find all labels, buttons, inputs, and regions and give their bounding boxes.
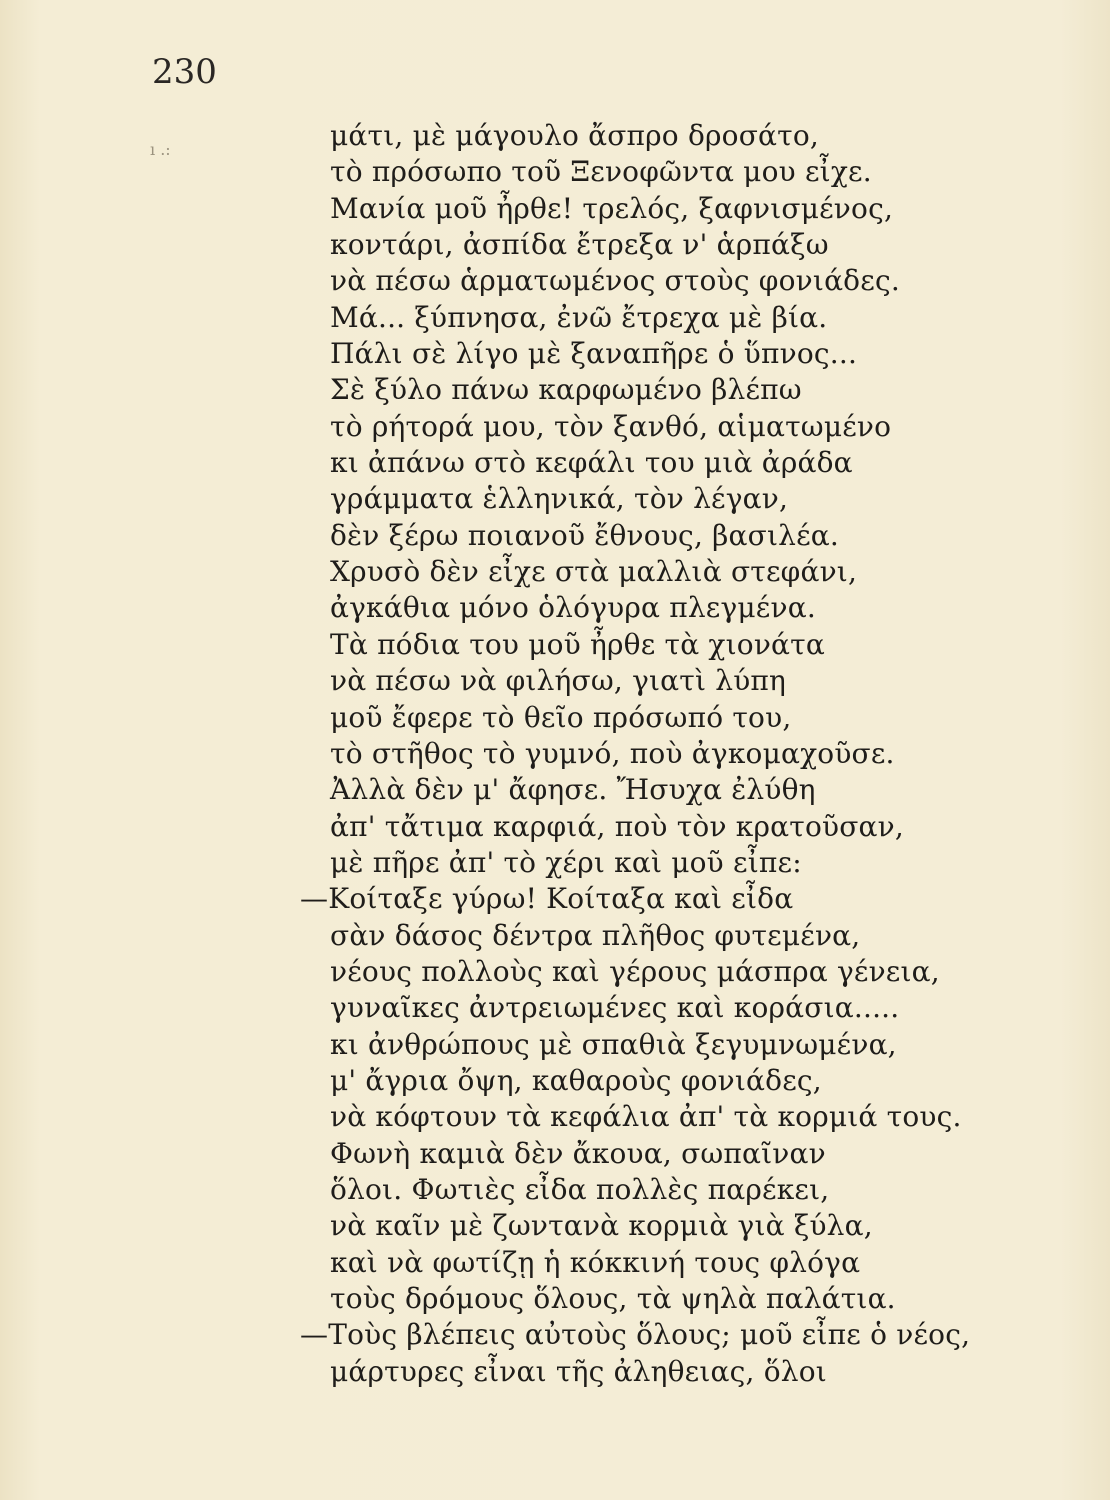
poem-line: ἀπ' τἄτιμα καρφιά, ποὺ τὸν κρατοῦσαν, [330,809,904,843]
poem-line: νὰ πέσω ἁρματωμένος στοὺς φονιάδες. [330,264,900,298]
poem-line: νὰ κόφτουν τὰ κεφάλια ἀπ' τὰ κορμιά τους. [330,1100,962,1134]
poem-line: μ' ἄγρια ὄψη, καθαροὺς φονιάδες, [330,1063,822,1097]
poem-line: τὸ ρήτορά μου, τὸν ξανθό, αἱματωμένο [330,409,892,443]
poem-line: νὰ καῖν μὲ ζωντανὰ κορμιὰ γιὰ ξύλα, [330,1209,873,1243]
page-number: 230 [152,52,217,92]
poem-line: Ἀλλὰ δὲν μ' ἄφησε. Ἤσυχα ἐλύθη [330,773,816,807]
poem-line: τὸ πρόσωπο τοῦ Ξενοφῶντα μου εἶχε. [330,155,872,189]
poem-line: μάτι, μὲ μάγουλο ἄσπρο δροσάτο, [330,119,820,152]
poem-line-dialogue: —Κοίταξε γύρω! Κοίταξα καὶ εἶδα [300,882,794,916]
poem-line: κι ἀνθρώπους μὲ σπαθιὰ ξεγυμνωμένα, [330,1027,897,1061]
poem-line: καὶ νὰ φωτίζῃ ἡ κόκκινή τους φλόγα [330,1245,861,1279]
poem-line: Πάλι σὲ λίγο μὲ ξαναπῆρε ὁ ὕπνος... [330,337,858,371]
poem-line: Χρυσὸ δὲν εἶχε στὰ μαλλιὰ στεφάνι, [330,555,858,589]
poem-line-dialogue: —Τοὺς βλέπεις αὐτοὺς ὅλους; μοῦ εἶπε ὁ νέος, [300,1318,971,1352]
poem-line: δὲν ξέρω ποιανοῦ ἔθνους, βασιλέα. [330,518,839,552]
poem-line: μάρτυρες εἶναι τῆς ἀληθειας, ὅλοι [330,1354,827,1388]
poem-line: ὅλοι. Φωτιὲς εἶδα πολλὲς παρέκει, [330,1172,830,1206]
poem-line: γυναῖκες ἀντρειωμένες καὶ κοράσια..... [330,991,900,1025]
poem-line: Μά... ξύπνησα, ἐνῶ ἔτρεχα μὲ βία. [330,300,828,334]
poem-line: νὰ πέσω νὰ φιλήσω, γιατὶ λύπη [330,664,787,698]
poem-line: μὲ πῆρε ἀπ' τὸ χέρι καὶ μοῦ εἶπε: [330,845,802,879]
poem-line: τοὺς δρόμους ὅλους, τὰ ψηλὰ παλάτια. [330,1282,896,1315]
poem-line: Μανία μοῦ ἦρθε! τρελός, ξαφνισμένος, [330,191,894,225]
poem-line: τὸ στῆθος τὸ γυμνό, ποὺ ἀγκομαχοῦσε. [330,736,895,770]
margin-mark: ı .: [150,140,171,159]
poem-line: Σὲ ξύλο πάνω καρφωμένο βλέπω [330,373,802,407]
poem-line: Τὰ πόδια του μοῦ ἦρθε τὰ χιονάτα [330,627,825,661]
poem-line: σὰν δάσος δέντρα πλῆθος φυτεμένα, [330,918,861,952]
poem-line: μοῦ ἔφερε τὸ θεῖο πρόσωπό του, [330,700,792,734]
poem-line: νέους πολλοὺς καὶ γέρους μάσπρα γένεια, [330,954,940,988]
poem-line: Φωνὴ καμιὰ δὲν ἄκουα, σωπαῖναν [330,1136,826,1170]
poem-line: κοντάρι, ἀσπίδα ἔτρεξα ν' ἁρπάξω [330,228,829,262]
poem-text [300,118,1000,1390]
poem-line: ἀγκάθια μόνο ὁλόγυρα πλεγμένα. [330,591,816,625]
poem-line: κι ἀπάνω στὸ κεφάλι του μιὰ ἀράδα [330,446,853,480]
poem-line: γράμματα ἑλληνικά, τὸν λέγαν, [330,482,789,516]
bleed-through-mark [198,92,206,120]
